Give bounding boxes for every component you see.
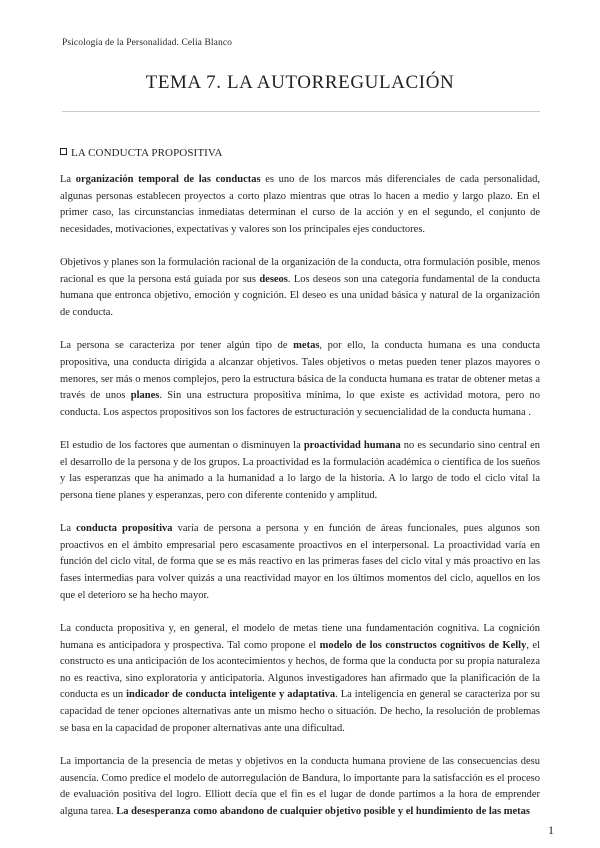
section-heading [60,147,223,159]
page-title: TEMA 7. LA AUTORREGULACIÓN [145,72,455,93]
paragraph-text: . La inteligencia en general se caracteriza por su capacidad de tener opciones alternativas ante un mismo hecho o situación. De hecho, la resolución de problemas se basa en la capacidad de proponer alternativas ante una dificultad. [60,689,540,734]
paragraph-text: es uno de los marcos más diferenciales de cada personalidad, algunas personas establecen proyectos a corto plazo mientras que otras lo hacen a medio y largo plazo. En el primer caso, las circunstancias inmediatas determinan el curso de la acción y en el segundo, el conjunto de necesidades, motivaciones, expectativas y valores son los principales ejes conductores. [60,174,541,235]
bold-term: organización temporal de las conductas [75,174,261,185]
bold-term: indicador de conducta inteligente y adaptativa [126,689,336,701]
section-heading-text: LA CONDUCTA PROPOSITIVA [71,147,223,159]
paragraph-text: La [60,174,76,185]
paragraph-text: varía de persona a persona y en función de áreas funcionales, pues algunos son proactivos en el ámbito empresarial pero escasamente proactivos en el interpersonal. La proactividad varía en función del ciclo vital, de forma que se es más reactivo en las primeras fases del ciclo vital y más proactivo en las fases intermedias para volver quizás a una reactividad mayor en los últimos momentos del ciclo, aquellos en los que el deterioro se ha hecho mayor. [60,523,541,601]
bold-term: La desesperanza como abandono de cualquier objetivo posible y el hundimiento de las metas [116,805,530,817]
bold-term: proactividad humana [303,440,401,452]
document-body [60,172,540,837]
paragraph-text: La persona se caracteriza por tener algún tipo de [60,340,294,352]
paragraph-text: La conducta propositiva y, en general, el modelo de metas tiene una fundamentación cognitiva. La cognición humana es anticipadora y prospectiva. Tal como propone el [60,623,540,651]
paragraph-text: Objetivos y planes son la formulación racional de la organización de la conducta, otra formulación posible, menos racional es que la persona está guiada por sus [60,257,540,285]
bold-term: conducta propositiva [76,523,173,535]
body-paragraph [60,754,540,820]
paragraph-text: . Los deseos son una categoría fundamental de la conducta humana que entronca objetivo, emoción y cognición. El deseo es una unidad básica y natural de la organización de conducta. [60,273,540,318]
paragraph-text: , el constructo es una anticipación de los acontecimientos y hechos, de forma que la conducta por su propia naturaleza no es reactiva, sino exploratoria y anticipatoria. Algunos investigadores han afirmado que la planificación de la conducta es un [60,639,541,701]
paragraph-text: La [60,523,77,535]
paragraph-text: El estudio de los factores que aumentan o disminuyen la [60,440,304,452]
title-divider [62,111,540,112]
body-paragraph [60,338,540,421]
paragraph-text: . Sin una estructura propositiva mínima, lo que existe es actividad motora, pero no conducta. Los aspectos propositivos son los factores de estructuración y secuencialidad de la conducta humana . [60,390,540,418]
bold-term: modelo de los constructos cognitivos de Kelly [319,639,527,651]
paragraph-text: La importancia de la presencia de metas y objetivos en la conducta humana proviene de las consecuencias desu ausencia. Como predice el modelo de autorregulación de Bandura, lo importante para la satisfacción es el proceso de evaluación positiva del logro. Elliott decía que el fin es el lugar de donde partimos a la hora de emprender alguna tarea. [60,756,540,817]
running-header: Psicología de la Personalidad. Celia Blanco [62,38,232,48]
square-bullet-icon [60,148,67,155]
body-paragraph [60,255,540,321]
body-paragraph [60,521,540,604]
bold-term: metas [293,340,320,352]
bold-term: deseos [259,273,288,285]
page-number: 1 [548,823,554,837]
body-paragraph [60,438,540,504]
paragraph-text: no es secundario sino central en el desarrollo de la persona y de los grupos. La proactividad es la formulación académica o científica de los sueños y las esperanzas que ha animado a la humanidad a lo largo de la historia. A lo largo de todo el ciclo vital la persona tiene planes y esperanzas, pero con diferente contenido y amplitud. [60,440,540,501]
bold-term: planes [130,390,160,402]
body-paragraph [60,621,540,737]
body-paragraph [60,172,540,238]
paragraph-text: , por ello, la conducta humana es una conducta propositiva, una conducta dirigida a alcanzar objetivos. Tales objetivos o metas pueden tener plazos mayores o menores, ser más o menos complejos, pero la estructura básica de la conducta humana es tratar de obtener metas a través de unos [60,340,540,402]
